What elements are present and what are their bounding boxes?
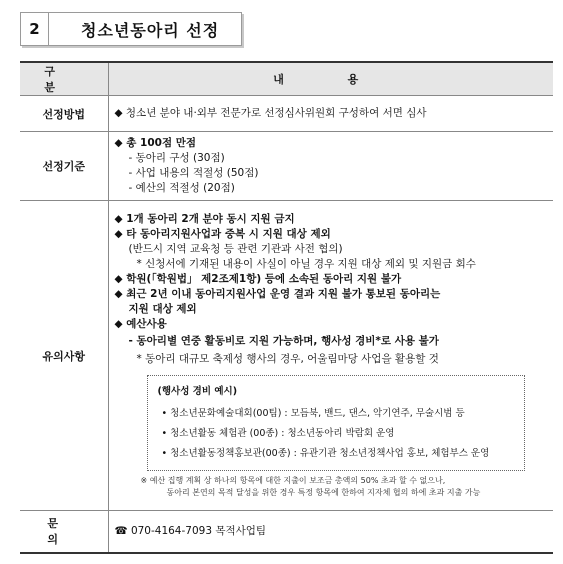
row-label: 유의사항 — [20, 201, 108, 511]
table-row-contact — [20, 511, 553, 553]
section-header — [20, 12, 242, 46]
note-item: ◆ 타 동아리지원사업과 중복 시 지원 대상 제외 — [114, 228, 331, 240]
criteria-total: ◆ 총 100점 만점 — [114, 137, 197, 149]
example-title: (행사성 경비 예시) — [157, 386, 238, 397]
contact-text: 070-4164-7093 목적사업팀 — [130, 524, 267, 537]
note-sub: - 동아리별 연중 활동비로 지원 가능하며, 행사성 경비*로 사용 불가 — [128, 335, 439, 347]
example-item: • 청소년활동정책홍보관(00종) : 유관기관 청소년정책사업 홍보, 체험부스 운영 — [161, 448, 490, 459]
example-item: • 청소년문화예술대회(00팀) : 모듬북, 밴드, 댄스, 악기연주, 무술시범 등 — [161, 408, 465, 419]
row-content: ◆ 청소년 분야 내·외부 전문가로 선정심사위원회 구성하여 서면 심사 — [108, 96, 553, 132]
criteria-item: - 동아리 구성 (30점) — [128, 152, 225, 164]
note-sub: * 동아리 대규모 축제성 행사의 경우, 어울림마당 사업을 활용할 것 — [136, 353, 439, 365]
column-header-content: 내 용 — [108, 62, 553, 96]
section-title: 청소년동아리 선정 — [81, 20, 220, 40]
note-item: ◆ 예산사용 — [114, 318, 167, 330]
row-label: 선정방법 — [20, 96, 108, 132]
phone-icon: ☎ — [114, 524, 128, 537]
section-number: 2 — [21, 13, 49, 45]
info-table — [20, 61, 553, 554]
table-row-notes — [20, 201, 553, 511]
criteria-item: - 예산의 적절성 (20점) — [128, 182, 235, 194]
row-label: 문 의 — [20, 511, 108, 553]
row-label: 선정기준 — [20, 132, 108, 201]
footnote: ※ 예산 집행 계획 상 하나의 항목에 대한 지출이 보조금 총액의 50% 초과 할 수 없으나, — [140, 476, 446, 485]
table-row-criteria — [20, 132, 553, 201]
example-item: • 청소년활동 체험관 (00종) : 청소년동아리 박람회 운영 — [161, 428, 395, 439]
note-sub: 지원 대상 제외 — [128, 303, 197, 315]
table-header-row — [20, 62, 553, 96]
row-content — [108, 511, 553, 553]
row-content — [108, 201, 553, 511]
table-row-selection-method — [20, 96, 553, 132]
row-content — [108, 132, 553, 201]
note-sub: * 신청서에 기재된 내용이 사실이 아닐 경우 지원 대상 제외 및 지원금 회수 — [136, 258, 476, 270]
note-item: ◆ 1개 동아리 2개 분야 동시 지원 금지 — [114, 213, 295, 225]
note-item: ◆ 학원(「학원법」 제2조제1항) 등에 소속된 동아리 지원 불가 — [114, 273, 402, 285]
note-item: ◆ 최근 2년 이내 동아리지원사업 운영 결과 지원 불가 통보된 동아리는 — [114, 288, 441, 300]
footnote: 동아리 본연의 목적 달성을 위한 경우 특정 항목에 한하여 지자체 협의 하에 초과 지출 가능 — [166, 488, 481, 497]
example-box — [147, 375, 525, 471]
criteria-item: - 사업 내용의 적절성 (50점) — [128, 167, 259, 179]
note-sub: (반드시 지역 교육청 등 관련 기관과 사전 협의) — [128, 243, 343, 255]
column-header-label: 구 분 — [20, 62, 108, 96]
